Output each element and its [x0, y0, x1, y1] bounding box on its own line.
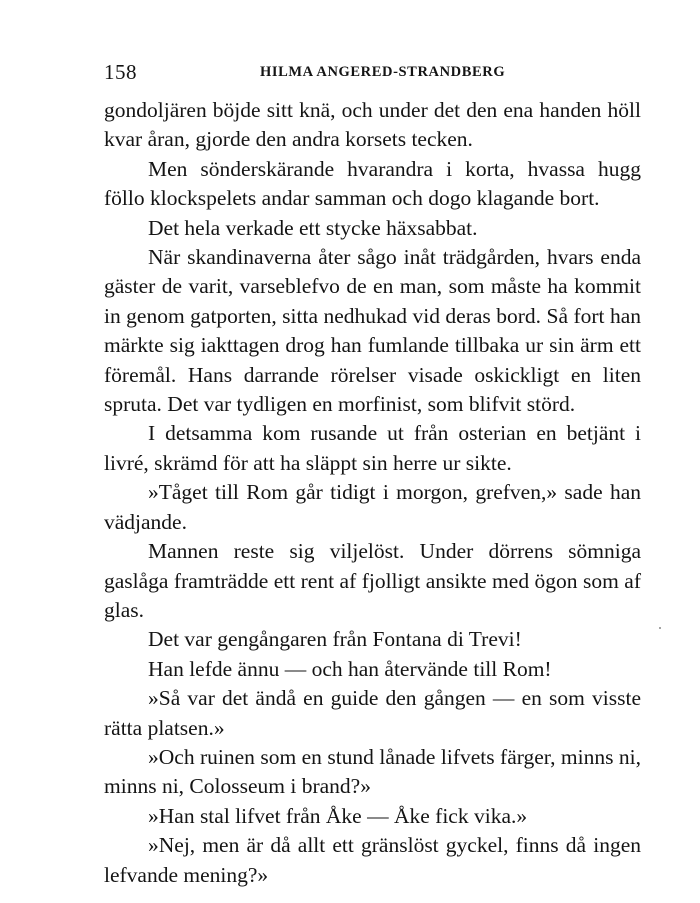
- paragraph: Mannen reste sig viljelöst. Under dörrens sömniga gaslåga framträdde ett rent af fjolligt ansikte med ögon som af glas.: [104, 539, 641, 622]
- paragraph: gondoljären böjde sitt knä, och under det den ena handen höll kvar åran, gjorde den andra korsets tecken.: [104, 98, 641, 152]
- paragraph: »Nej, men är då allt ett gränslöst gyckel, finns då ingen lefvande mening?»: [104, 833, 641, 887]
- paragraph: »Och ruinen som en stund lånade lifvets färger, minns ni, minns ni, Colosseum i brand?»: [104, 744, 641, 799]
- paragraph: Det var gengångaren från Fontana di Trevi!: [148, 627, 522, 652]
- body-text: [104, 96, 641, 890]
- paragraph: I detsamma kom rusande ut från osterian en betjänt i livré, skrämd för att ha släppt sin herre ur sikte.: [104, 421, 641, 475]
- paragraph: Det hela verkade ett stycke häxsabbat.: [148, 215, 478, 240]
- running-title: HILMA ANGERED-STRANDBERG: [260, 64, 506, 80]
- paragraph: Han lefde ännu — och han återvände till Rom!: [148, 656, 552, 681]
- page-number: 158: [104, 60, 137, 84]
- paragraph: Men sönderskärande hvarandra i korta, hvassa hugg föllo klockspelets andar samman och dogo klagande bort.: [104, 156, 641, 211]
- paragraph: »Tåget till Rom går tidigt i morgon, grefven,» sade han vädjande.: [104, 480, 641, 534]
- running-header: [104, 60, 644, 84]
- paper-speck: [659, 627, 661, 629]
- paragraph: »Så var det ändå en guide den gången — en som visste rätta platsen.»: [104, 686, 641, 740]
- paragraph: »Han stal lifvet från Åke — Åke fick vika.»: [148, 803, 528, 828]
- paragraph: När skandinaverna åter sågo inåt trädgården, hvars enda gäster de varit, varseblefvo de en man, som måste ha kommit in genom gatporten, sitta nedhukad vid deras bord. Så fort han märkte sig iakttagen drog han fumlande tillbaka ur sin ärm ett föremål. Hans darrande rörelser visade oskickligt en liten spruta. Det var tydligen en morfinist, som blifvit störd.: [104, 245, 641, 417]
